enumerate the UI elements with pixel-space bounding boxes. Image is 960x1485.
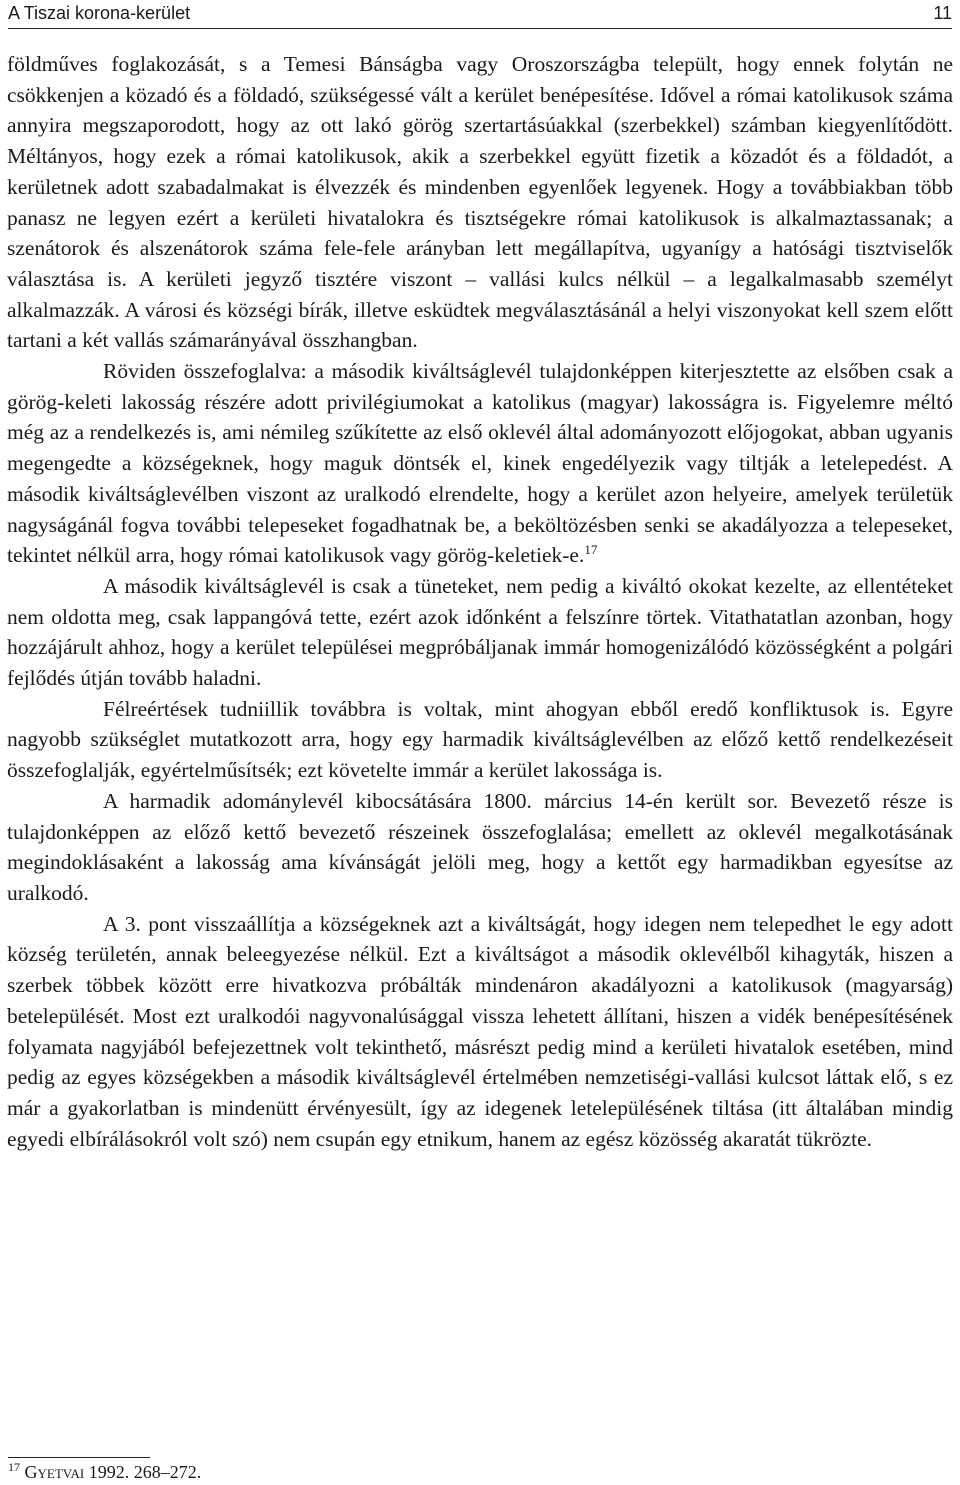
paragraph-text: A második kiváltságlevél is csak a tüneteket, nem pedig a kiváltó okokat kezelte, az ellentéteket nem oldotta meg, csak lappangóvá tette, ezért azok időnként a felszínre törtek. Vitathatatlan azonban, hogy hozzájárult ahhoz, hogy a kerület települései megpróbáljanak immár homogenizálódó közösségként a polgári fejlődés útján tovább haladni. bbox=[7, 573, 953, 691]
footnote-citation: 1992. 268–272. bbox=[84, 1462, 202, 1482]
paragraph-text: A 3. pont visszaállítja a községeknek azt a kiváltságát, hogy idegen nem telepedhet le egy adott község területén, annak beleegyezése nélkül. Ezt a kiváltságot a második oklevélből kihagyták, hiszen a szerbek többek között erre hivatkozva próbálták mindenáron akadályozni a katolikusok (magyarság) betelepülését. Most ezt uralkodói nagyvonalúsággal vissza lehetett állítani, hiszen a vidék benépesítésének folyamata nagyjából befejezettnek volt tekinthető, másrészt pedig mind a kerületi hivatalok esetében, mind pedig az egyes községekben a második kiváltságlevél értelmében nemzetiségi-vallási kulcsot láttak elő, s ez már a gyakorlatban is mindenütt érvényesült, így az idegenek letelepülésének tiltása (itt általában mindig egyedi elbírálásokról volt szó) nem csupán egy etnikum, hanem az egész közösség akaratát tükrözte. bbox=[7, 911, 953, 1151]
paragraph-4 bbox=[7, 694, 953, 786]
paragraph-text: földműves foglakozását, s a Temesi Bánságba vagy Oroszországba települt, hogy ennek folytán ne csökkenjen a közadó és a földadó, szükségessé vált a kerület benépesítése. Idővel a római katolikusok száma annyira megszaporodott, hogy az ott lakó görög szertartásúakkal (szerbekkel) számban kiegyenlítődött. Méltányos, hogy ezek a római katolikusok, akik a szerbekkel együtt fizetik a közadót és a földadót, a kerületnek adott szabadalmakat is élvezzék és mindenben egyenlőek legyenek. Hogy a továbbiakban több panasz ne legyen ezért a kerületi hivatalokra és tisztségekre római katolikusok is alkalmaztassanak; a szenátorok és alszenátorok száma fele-fele arányban lett megállapítva, ugyanígy a hatósági tisztviselők választása is. A kerületi jegyző tisztére viszont – vallási kulcs nélkül – a legalkalmasabb személyt alkalmazzák. A városi és községi bírák, illetve esküdtek megválasztásánál a helyi viszonyokat kell szem előtt tartani a két vallás számarányával összhangban. bbox=[7, 52, 953, 353]
body-text bbox=[7, 49, 953, 1154]
paragraph-text: Röviden összefoglalva: a második kiváltságlevél tulajdonképpen kiterjesztette az elsőben csak a görög-keleti lakosság részére adott privilégiumokat a katolikus (magyar) lakosságra is. Figyelemre méltó még az a rendelkezés is, ami némileg szűkítette az első oklevél által adományozott előjogokat, abban ugyanis megengedte a községeknek, hogy maguk döntsék el, kinek engedélyezik vagy tiltják a letelepedést. A második kiváltságlevélben viszont az uralkodó elrendelte, hogy a kerület azon helyeire, amelyek területük nagyságánál fogva további telepeseket fogadhatnak be, a beköltözésben senki se akadályozza a telepeseket, tekintet nélkül arra, hogy római katolikusok vagy görög-keletiek-e. bbox=[7, 359, 953, 568]
paragraph-text: Félreértések tudniillik továbbra is voltak, mint ahogyan ebből eredő konfliktusok is. Egyre nagyobb szükséglet mutatkozott arra, hogy egy harmadik kiváltságlevélben az előző kettő rendelkezéseit összefoglalják, egyértelműsítsék; ezt követelte immár a kerület lakossága is. bbox=[7, 696, 953, 783]
paragraph-6 bbox=[7, 909, 953, 1155]
paragraph-2 bbox=[7, 356, 953, 571]
running-header bbox=[8, 0, 952, 29]
footnote bbox=[8, 1461, 201, 1483]
paragraph-5 bbox=[7, 786, 953, 909]
running-title: A Tiszai korona-kerület bbox=[8, 3, 191, 23]
page-number: 11 bbox=[933, 3, 952, 23]
paragraph-3 bbox=[7, 571, 953, 694]
footnote-separator bbox=[8, 1457, 150, 1458]
footnote-author: Gyetvai bbox=[24, 1462, 85, 1482]
footnote-reference[interactable]: 17 bbox=[584, 542, 598, 558]
footnote-number: 17 bbox=[8, 1460, 20, 1474]
paragraph-1 bbox=[7, 49, 953, 356]
paragraph-text: A harmadik adománylevél kibocsátására 1800. március 14-én került sor. Bevezető része is tulajdonképpen az előző kettő bevezető részeinek összefoglalása; emellett az oklevél megalkotásának megindoklásaként a lakosság ama kívánságát jelöli meg, hogy a kettőt egy harmadikban egyesítse az uralkodó. bbox=[7, 788, 953, 905]
